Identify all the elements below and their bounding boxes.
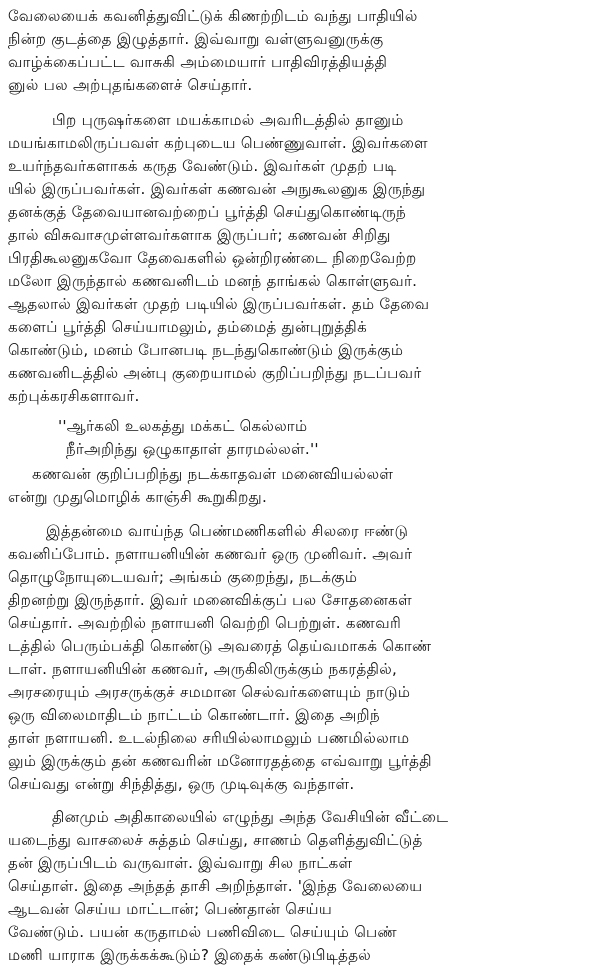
text-line: கற்புக்கரசிகளாவர். bbox=[8, 387, 140, 405]
text-line: உயர்ந்தவர்களாகக் கருத வேண்டும். இவர்கள் முதற் படி bbox=[8, 157, 397, 175]
text-line: என்று முதுமொழிக் காஞ்சி கூறுகிறது. bbox=[8, 488, 267, 506]
text-line: கவனிப்போம். நளாயனியின் கணவர் ஒரு முனிவர். அவர் bbox=[8, 545, 413, 563]
text-line: கொண்டும், மனம் போனபடி நடந்துகொண்டும் இருக்கும் bbox=[8, 341, 404, 359]
text-line: ஒரு விலைமாதிடம் நாட்டம் கொண்டார். இதை அறிந் bbox=[8, 706, 380, 724]
verse-line: ''ஆர்கலி உலகத்து மக்கட் கெல்லாம் bbox=[58, 417, 308, 435]
paragraph-start-line: கணவன் குறிப்பறிந்து நடக்காதவள் மனைவியல்லள் bbox=[32, 465, 394, 483]
text-line: ஆதலால் இவர்கள் முதற் படியில் இருப்பவர்கள். தம் தேவை bbox=[8, 295, 430, 313]
text-line: அரசரையும் அரசருக்குச் சமமான செல்வர்களையும் நாடும் bbox=[8, 683, 411, 701]
text-line: மயங்காமலிருப்பவள் கற்புடைய பெண்ணுவாள். இவர்களை bbox=[8, 134, 428, 152]
text-line: யில் இருப்பவர்கள். இவர்கள் கணவன் அநுகூலனுக இருந்து bbox=[8, 180, 426, 198]
text-line: களைப் பூர்த்தி செய்யாமலும், தம்மைத் துன்புறுத்திக் bbox=[8, 318, 367, 336]
text-line: டாள். நளாயனியின் கணவர், அருகிலிருக்கும் நகரத்தில், bbox=[8, 660, 398, 678]
text-line: மணி யாராக இருக்கக்கூடும்? இதைக் கண்டுபிடித்தல் bbox=[8, 946, 372, 964]
text-line: தனக்குத் தேவையானவற்றைப் பூர்த்தி செய்துகொண்டிருந் bbox=[8, 203, 407, 221]
text-line: வாழ்க்கைப்பட்ட வாசுகி அம்மையார் பாதிவிரத்தியத்தி bbox=[8, 53, 388, 71]
text-line: ஆடவன் செய்ய மாட்டான்; பெண்தான் செய்ய bbox=[8, 900, 333, 918]
text-line: தாள் நளாயனி. உடல்நிலை சரியில்லாமலும் பணமில்லாம bbox=[8, 729, 410, 747]
paragraph-start-line: இத்தன்மை வாய்ந்த பெண்மணிகளில் சிலரை ஈண்டு bbox=[46, 522, 409, 540]
text-line: தன் இருப்பிடம் வருவாள். இவ்வாறு சில நாட்கள் bbox=[8, 854, 353, 872]
text-line: வேண்டும். பயன் கருதாமல் பணிவிடை செய்யும் பெண் bbox=[8, 923, 398, 941]
text-line: தால் விசுவாசமுள்ளவர்களாக இருப்பர்; கணவன் சிறிது bbox=[8, 226, 391, 244]
text-line: லும் இருக்கும் தன் கணவரின் மனோரதத்தை எவ்வாறு பூர்த்தி bbox=[8, 752, 432, 770]
text-line: நின்ற குடத்தை இழுத்தார். இவ்வாறு வள்ளுவனுருக்கு bbox=[8, 30, 384, 48]
text-line: டத்தில் பெரும்பக்தி கொண்டு அவரைத் தெய்வமாகக் கொண் bbox=[8, 637, 432, 655]
verse-line: நீர்அறிந்து ஒழுகாதாள் தாரமல்லள்.'' bbox=[66, 440, 319, 458]
text-line: தொழுநோயுடையவர்; அங்கம் குறைந்து, நடக்கும் bbox=[8, 568, 358, 586]
paragraph-start-line: பிற புருஷர்களை மயக்காமல் அவரிடத்தில் தானும் bbox=[52, 111, 404, 129]
text-line: செய்வது என்று சிந்தித்து, ஒரு முடிவுக்கு வந்தாள். bbox=[8, 775, 355, 793]
text-line: னுல் பல அற்புதங்களைச் செய்தார். bbox=[8, 76, 253, 94]
text-line: யடைந்து வாசலைச் சுத்தம் செய்து, சாணம் தெளித்துவிட்டுத் bbox=[8, 831, 423, 849]
paragraph-start-line: தினமும் அதிகாலையில் எழுந்து அந்த வேசியின் வீட்டை bbox=[52, 808, 449, 826]
text-line: திறனற்று இருந்தார். இவர் மனைவிக்குப் பல சோதனைகள் bbox=[8, 591, 412, 609]
text-line: வேலையைக் கவனித்துவிட்டுக் கிணற்றிடம் வந்து பாதியில் bbox=[8, 7, 418, 25]
text-line: மலோ இருந்தால் கணவனிடம் மனந் தாங்கல் கொள்ளுவர். bbox=[8, 272, 418, 290]
text-line: செய்தாள். இதை அந்தத் தாசி அறிந்தாள். 'இந்த வேலையை bbox=[8, 877, 423, 895]
text-line: பிரதிகூலனுகவோ தேவைகளில் ஒன்றிரண்டை நிறைவேற்ற bbox=[8, 249, 417, 267]
text-line: செய்தார். அவற்றில் நளாயனி வெற்றி பெற்றுள். கணவரி bbox=[8, 614, 402, 632]
text-line: கணவனிடத்தில் அன்பு குறையாமல் குறிப்பறிந்து நடப்பவர் bbox=[8, 364, 422, 382]
